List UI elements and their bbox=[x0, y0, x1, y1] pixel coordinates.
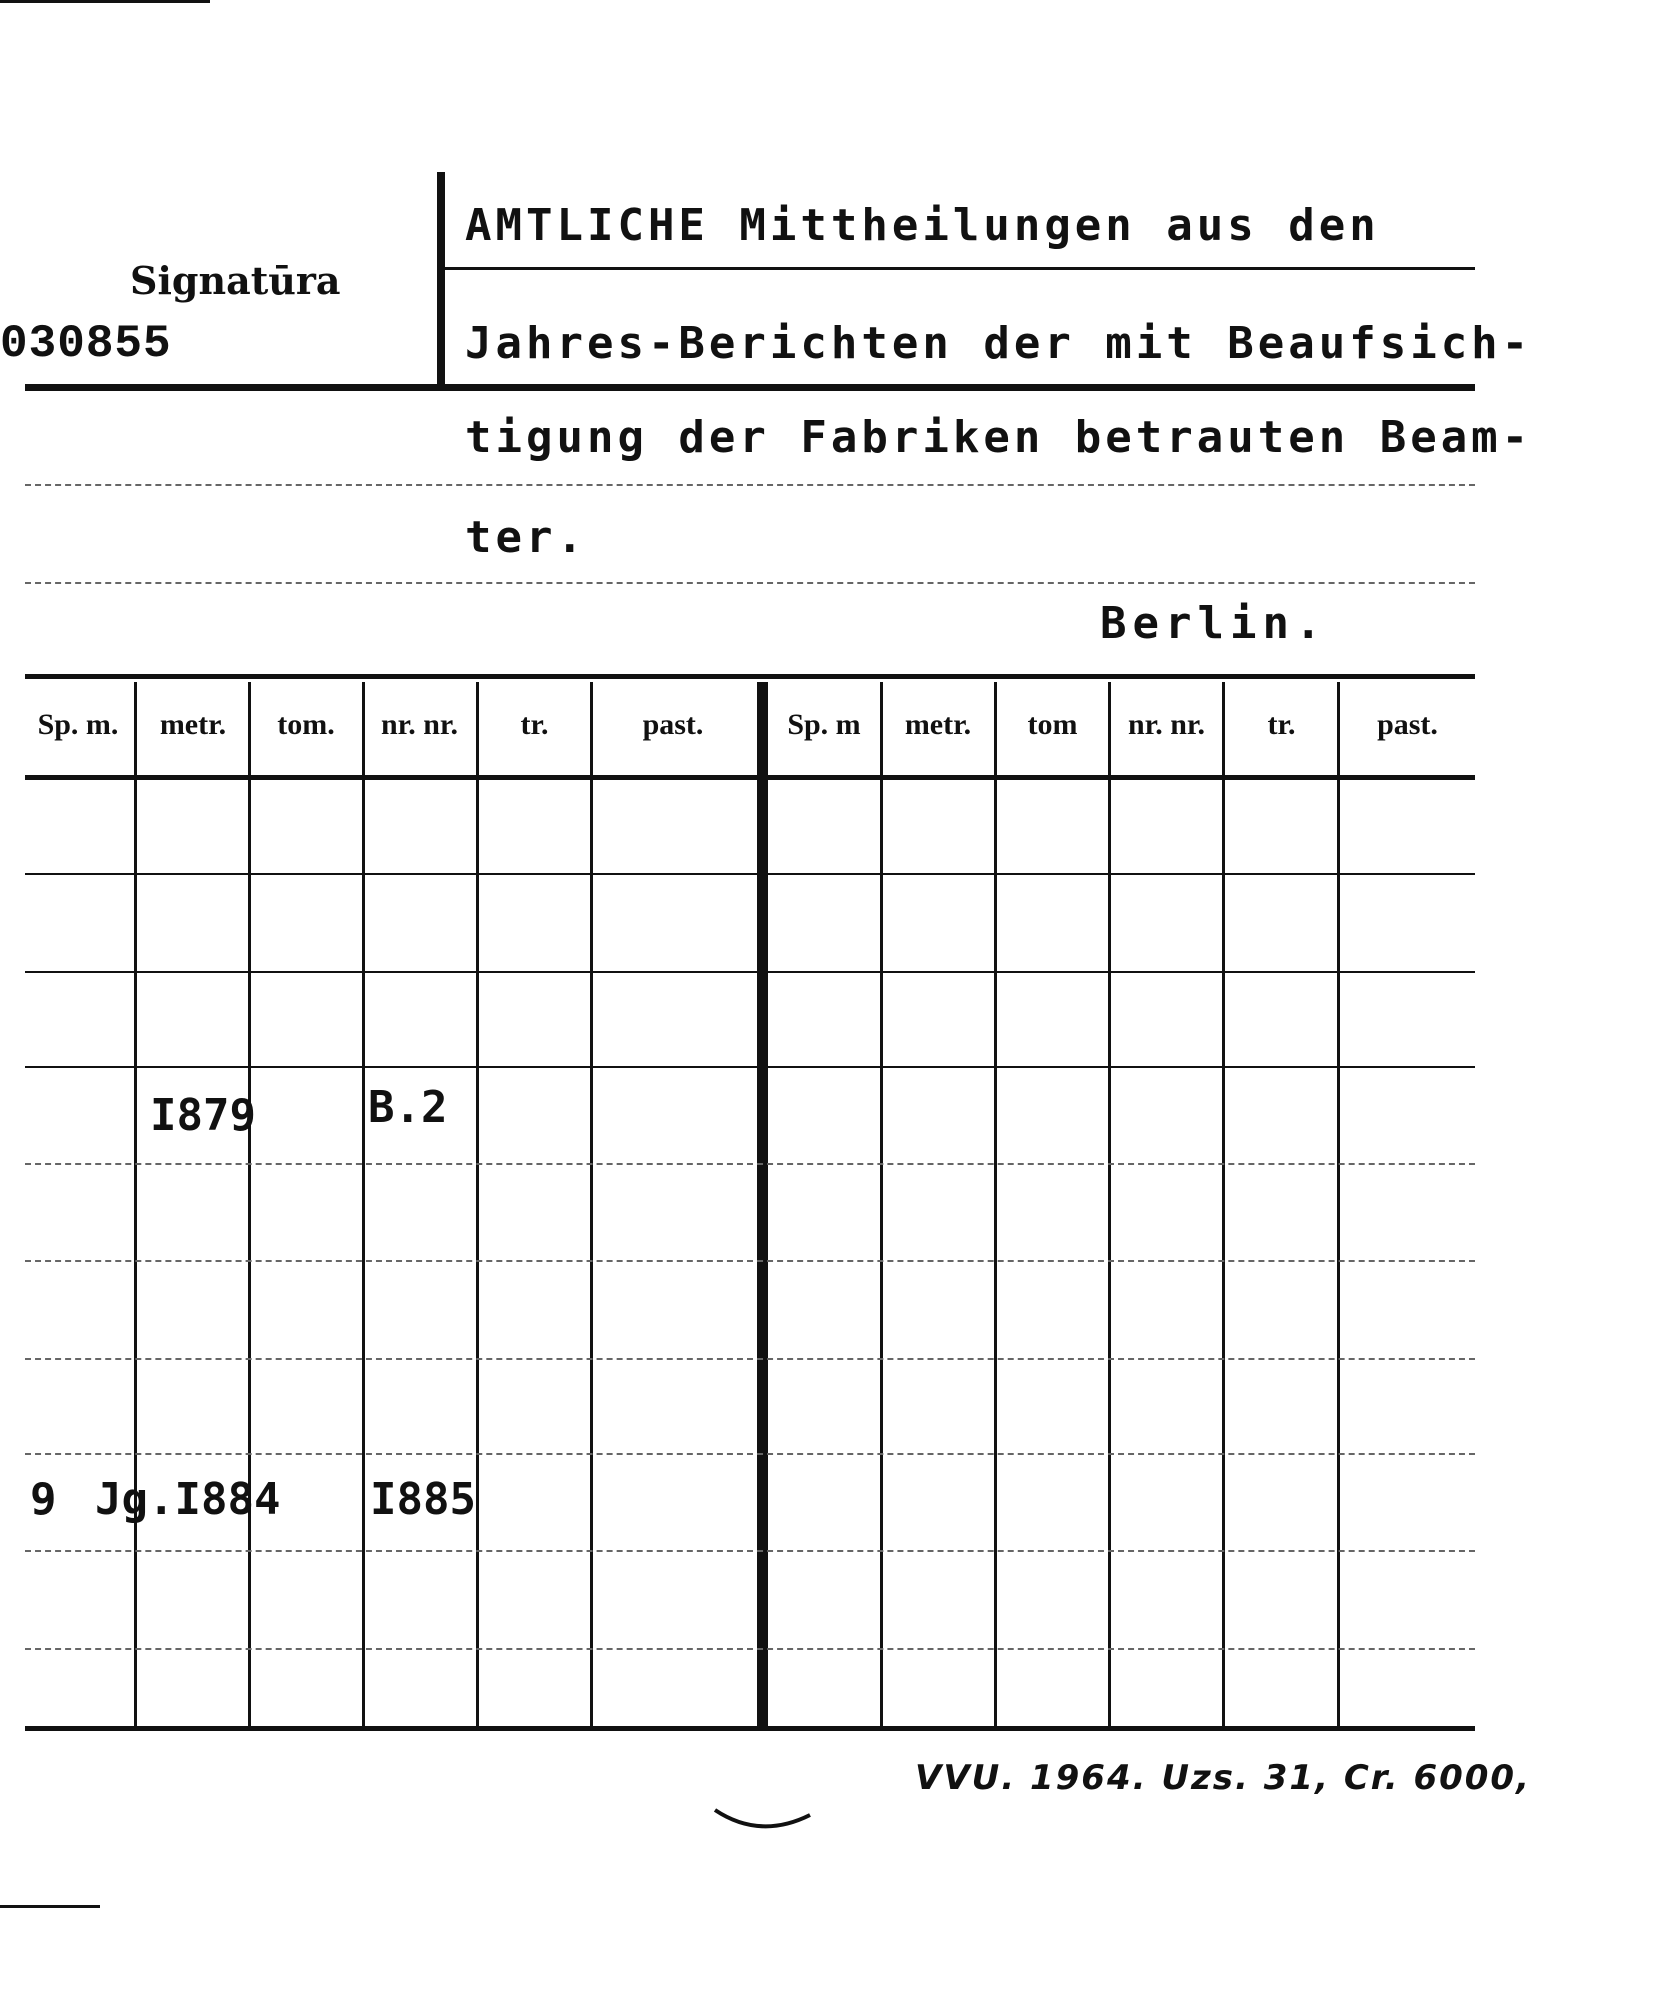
col-header-sp-right: Sp. m bbox=[787, 708, 861, 741]
title-rule-1 bbox=[445, 267, 1475, 270]
col-header-past-right: past. bbox=[1377, 708, 1438, 741]
row-line bbox=[25, 1260, 1475, 1262]
col-header-tom-left: tom. bbox=[277, 708, 335, 741]
col-header-sp-left: Sp. m. bbox=[37, 708, 119, 741]
col-header-past-left: past. bbox=[642, 708, 704, 741]
row-line bbox=[25, 1066, 1475, 1068]
col-line bbox=[1337, 682, 1340, 1726]
dotted-rule-1 bbox=[25, 484, 1475, 486]
signature-divider bbox=[437, 172, 445, 387]
row-line bbox=[25, 1550, 1475, 1552]
place-of-publication: Berlin. bbox=[1100, 598, 1328, 649]
table-top-rule bbox=[25, 674, 1475, 679]
header-rule bbox=[25, 384, 1475, 391]
entry-1-metr: I879 bbox=[150, 1090, 256, 1141]
title-line-3: tigung der Fabriken betrauten Beam- bbox=[465, 412, 1533, 463]
entry-2-sp: 9 bbox=[30, 1474, 57, 1525]
table-header-rule bbox=[25, 775, 1475, 780]
row-line bbox=[25, 1453, 1475, 1455]
row-line bbox=[25, 971, 1475, 973]
entry-2-nr: I885 bbox=[370, 1474, 476, 1525]
col-header-metr-left: metr. bbox=[159, 708, 227, 741]
col-line bbox=[1222, 682, 1225, 1726]
col-header-tr-right: tr. bbox=[1267, 708, 1296, 741]
dotted-rule-2 bbox=[25, 582, 1475, 584]
entry-2-metr: Jg.I884 bbox=[95, 1474, 281, 1525]
col-line bbox=[248, 682, 251, 1726]
row-line bbox=[25, 1648, 1475, 1650]
entry-1-nr: B.2 bbox=[368, 1082, 448, 1133]
row-line bbox=[25, 1163, 1475, 1165]
col-line bbox=[134, 682, 137, 1726]
scan-curve-mark bbox=[710, 1800, 820, 1850]
title-line-1: AMTLICHE Mittheilungen aus den bbox=[465, 200, 1380, 251]
row-line bbox=[25, 873, 1475, 875]
row-line bbox=[25, 1358, 1475, 1360]
center-divider bbox=[757, 682, 768, 1726]
table-bottom-rule bbox=[25, 1726, 1475, 1731]
col-header-nr-left: nr. nr. bbox=[381, 708, 458, 741]
title-line-4: ter. bbox=[465, 512, 587, 563]
signature-label: Signatūra bbox=[130, 258, 341, 303]
col-header-metr-right: metr. bbox=[904, 708, 972, 741]
col-header-tr-left: tr. bbox=[520, 708, 549, 741]
col-header-tom-right: tom bbox=[1027, 708, 1078, 741]
scan-edge-mark bbox=[0, 1905, 100, 1908]
col-line bbox=[590, 682, 593, 1726]
handwritten-footnote: VVU. 1964. Uzs. 31, Cr. 6000, bbox=[915, 1758, 1531, 1798]
col-line bbox=[994, 682, 997, 1726]
col-line bbox=[362, 682, 365, 1726]
col-line bbox=[476, 682, 479, 1726]
col-line bbox=[880, 682, 883, 1726]
signature-number: 030855 bbox=[0, 318, 172, 370]
scan-edge-mark bbox=[0, 0, 210, 3]
title-line-2: Jahres-Berichten der mit Beaufsich- bbox=[465, 318, 1533, 369]
col-header-nr-right: nr. nr. bbox=[1128, 708, 1205, 741]
col-line bbox=[1108, 682, 1111, 1726]
